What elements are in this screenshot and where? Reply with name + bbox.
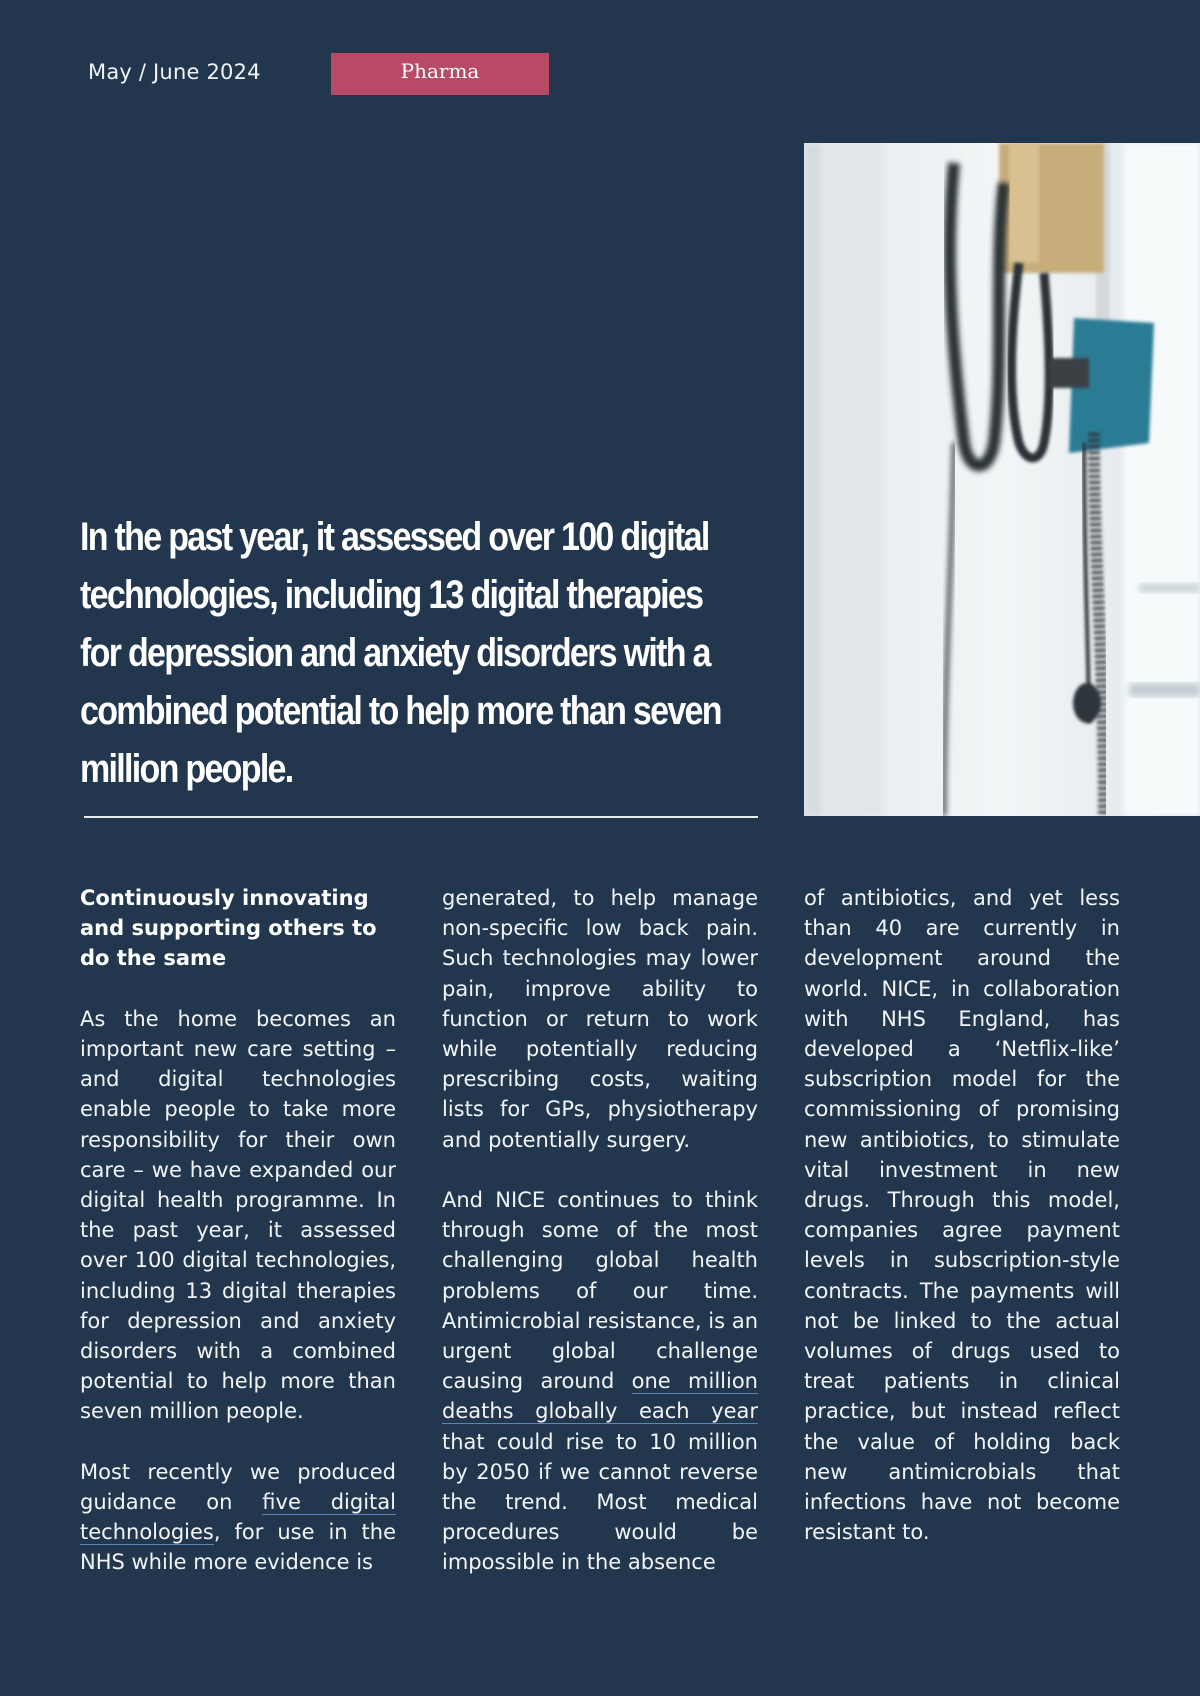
paragraph-text: Most recently we produced guidance on: [80, 1459, 396, 1515]
paragraph-text: , for use in the NHS while more evidence is: [80, 1520, 396, 1575]
article-column-1: [80, 883, 396, 1608]
article-column-3: [804, 883, 1120, 1578]
blood-pressure-monitor-photo: [804, 143, 1200, 816]
issue-date: May / June 2024: [88, 60, 261, 84]
paragraph: As the home becomes an important new care setting – and digital technologies enable people to take more responsibility for their own care – we have expanded our digital health programme. In the past year, it assessed over 100 digital technologies, including 13 digital therapies for depression and anxiety disorders with a combined potential to help more than seven million people.: [80, 1006, 396, 1424]
paragraph: [80, 1457, 396, 1578]
paragraph-text: And NICE continues to think through some of the most challenging global health problems of our time. Antimicrobial resistance, is an urgent global challenge causing around: [442, 1188, 758, 1394]
paragraph-text: that could rise to 10 million by 2050 if we cannot reverse the trend. Most medical procedures would be impossible in the absence: [442, 1429, 758, 1575]
pull-quote: In the past year, it assessed over 100 digital technologies, including 13 digital therapies for depression and anxiety disorders with a combined potential to help more than seven million people.: [80, 515, 721, 791]
paragraph: of antibiotics, and yet less than 40 are currently in development around the world. NICE, in collaboration with NHS England, has developed a ‘Netflix-like’ subscription model for the commissioning of promising new antibiotics, to stimulate vital investment in new drugs. Through this model, companies agree payment levels in subscription-style contracts. The payments will not be linked to the actual volumes of drugs used to treat patients in clinical practice, but instead reflect the value of holding back new antimicrobials that infections have not become resistant to.: [804, 886, 1120, 1545]
paragraph: generated, to help manage non-specific low back pain. Such technologies may lower pain, improve ability to function or return to work while potentially reducing prescribing costs, waiting lists for GPs, physiotherapy and potentially surgery.: [442, 886, 758, 1152]
deaths-globally-link[interactable]: one million deaths globally each year: [442, 1369, 758, 1424]
paragraph: [442, 1185, 758, 1578]
article-heading: Continuously innovating and supporting others to do the same: [80, 886, 377, 971]
article-column-2: [442, 883, 758, 1608]
photo-illustration: [804, 143, 1200, 816]
section-tag: Pharma: [331, 53, 549, 95]
five-digital-technologies-link[interactable]: five digital technologies: [80, 1490, 396, 1545]
divider: [84, 816, 758, 818]
